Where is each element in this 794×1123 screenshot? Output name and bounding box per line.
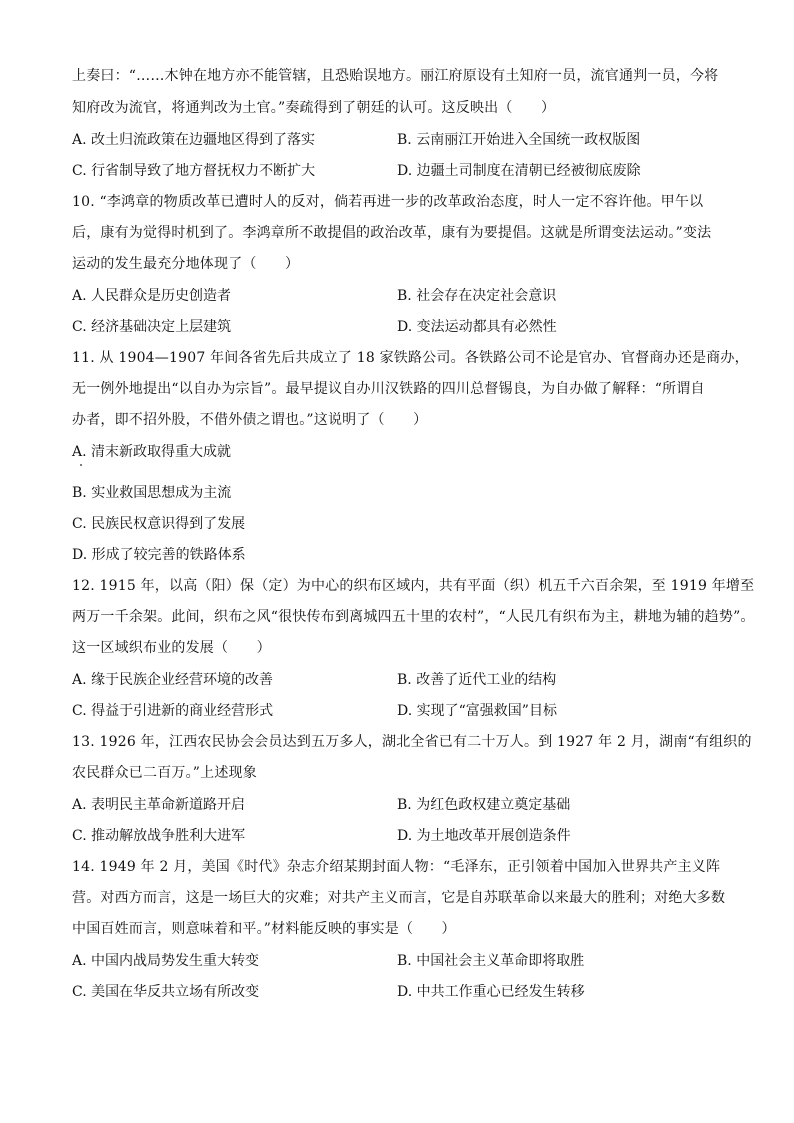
q10-option-d[interactable]: D. 变法运动都具有必然性	[397, 319, 557, 335]
q10-option-c[interactable]: C. 经济基础决定上层建筑	[72, 319, 232, 335]
q14-stem-line-1: 14. 1949 年 2 月，美国《时代》杂志介绍某期封面人物：“毛泽东，正引领着中国加入世界共产主义阵	[72, 859, 721, 875]
q10-stem-line-2: 后，康有为觉得时机到了。李鸿章所不敢提倡的政治改革，康有为要提倡。这就是所谓变法运动。”变法	[72, 225, 712, 241]
q12-option-b[interactable]: B. 改善了近代工业的结构	[397, 672, 557, 688]
q10-option-b[interactable]: B. 社会存在决定社会意识	[397, 288, 557, 304]
q9-option-a[interactable]: A. 改土归流政策在边疆地区得到了落实	[72, 132, 316, 148]
q11-option-d[interactable]: D. 形成了较完善的铁路体系	[72, 547, 246, 563]
q9-option-b[interactable]: B. 云南丽江开始进入全国统一政权版图	[397, 132, 641, 148]
q13-option-d[interactable]: D. 为土地改革开展创造条件	[397, 828, 571, 844]
q11-option-a[interactable]: A. 清末新政取得重大成就	[72, 444, 232, 460]
q14-option-d[interactable]: D. 中共工作重心已经发生转移	[397, 984, 585, 1000]
q12-stem-line-3: 这一区域织布业的发展（ ）	[72, 640, 271, 656]
q11-stem-line-3: 办者，即不招外股，不借外债之谓也。”这说明了（ ）	[72, 412, 428, 428]
q12-option-a[interactable]: A. 缘于民族企业经营环境的改善	[72, 672, 274, 688]
q11-stem-line-1: 11. 从 1904—1907 年间各省先后共成立了 18 家铁路公司。各铁路公司不论是官办、官督商办还是商办，	[72, 350, 749, 366]
q10-option-a[interactable]: A. 人民群众是历史创造者	[72, 288, 232, 304]
q13-stem-line-2: 农民群众已二百万。”上述现象	[72, 765, 257, 781]
q13-option-a[interactable]: A. 表明民主革命新道路开启	[72, 797, 246, 813]
q12-stem-line-2: 两万一千余架。此间，织布之风“很快传布到离城四五十里的农村”，“人民几有织布为主，耕地为辅的趋势”。	[72, 609, 755, 625]
q9-stem-line-1: 上奏曰：“……木钟在地方亦不能管辖，且恐贻误地方。丽江府原设有土知府一员，流官通判一员，今将	[72, 68, 719, 84]
q14-option-c[interactable]: C. 美国在华反共立场有所改变	[72, 984, 260, 1000]
q14-stem-line-3: 中国百姓而言，则意味着和平。”材料能反映的事实是（ ）	[72, 921, 456, 937]
q10-stem-line-1: 10. “李鸿章的物质改革已遭时人的反对，倘若再进一步的改革政治态度，时人一定不容许他。甲午以	[72, 194, 704, 210]
q10-stem-line-3: 运动的发生最充分地体现了（ ）	[72, 256, 300, 272]
q9-option-c[interactable]: C. 行省制导致了地方督抚权力不断扩大	[72, 163, 316, 179]
q13-stem-line-1: 13. 1926 年，江西农民协会会员达到五万多人，湖北全省已有二十万人。到 1927 年 2 月，湖南“有组织的	[72, 734, 752, 750]
q14-option-b[interactable]: B. 中国社会主义革命即将取胜	[397, 953, 585, 969]
q12-option-d[interactable]: D. 实现了“富强救国”目标	[397, 703, 557, 719]
q13-option-c[interactable]: C. 推动解放战争胜利大进军	[72, 828, 246, 844]
q14-option-a[interactable]: A. 中国内战局势发生重大转变	[72, 953, 260, 969]
q14-stem-line-2: 营。对西方而言，这是一场巨大的灾难；对共产主义而言，它是自苏联革命以来最大的胜利；对绝大多数	[72, 890, 726, 906]
q11-option-c[interactable]: C. 民族民权意识得到了发展	[72, 516, 246, 532]
q13-option-b[interactable]: B. 为红色政权建立奠定基础	[397, 797, 571, 813]
q11-option-b[interactable]: B. 实业救国思想成为主流	[72, 485, 232, 501]
q12-stem-line-1: 12. 1915 年，以高（阳）保（定）为中心的织布区域内，共有平面（织）机五千六百余架，至 1919 年增至	[72, 578, 755, 594]
q12-option-c[interactable]: C. 得益于引进新的商业经营形式	[72, 703, 274, 719]
q9-stem-line-2: 知府改为流官，将通判改为土官。”奏疏得到了朝廷的认可。这反映出（ ）	[72, 100, 556, 116]
q9-option-d[interactable]: D. 边疆土司制度在清朝已经被彻底废除	[397, 163, 641, 179]
stray-dot-mark	[80, 464, 82, 466]
q11-stem-line-2: 无一例外地提出“以自办为宗旨”。最早提议自办川汉铁路的四川总督锡良，为自办做了解释：“所谓自	[72, 381, 705, 397]
